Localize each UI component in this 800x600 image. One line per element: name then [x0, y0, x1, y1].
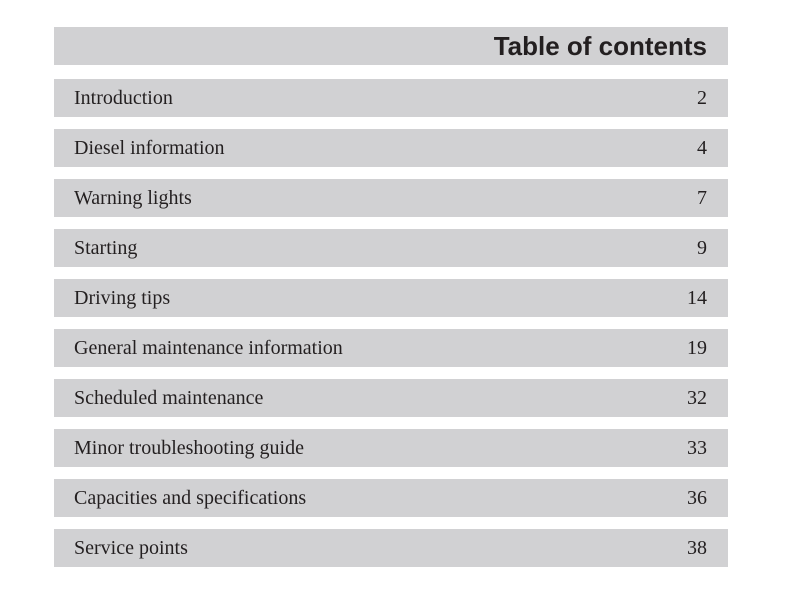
toc-entry-page-number: 36 [687, 487, 707, 509]
toc-entry-label: Driving tips [74, 287, 171, 309]
toc-header [54, 27, 728, 65]
toc-entry-warning-lights[interactable] [54, 179, 728, 217]
toc-entry-service-points[interactable] [54, 529, 728, 567]
toc-entry-general-maintenance-information[interactable] [54, 329, 728, 367]
toc-entry-page-number: 19 [687, 337, 707, 359]
toc-entry-capacities-and-specifications[interactable] [54, 479, 728, 517]
toc-entry-starting[interactable] [54, 229, 728, 267]
toc-entry-page-number: 14 [687, 287, 707, 309]
toc-entry-page-number: 4 [697, 137, 707, 159]
toc-entry-introduction[interactable] [54, 79, 728, 117]
toc-entry-page-number: 9 [697, 237, 707, 259]
toc-entry-label: Starting [74, 237, 138, 259]
toc-entry-diesel-information[interactable] [54, 129, 728, 167]
toc-entry-label: Introduction [74, 87, 173, 109]
toc-entry-label: Diesel information [74, 137, 225, 159]
toc-entry-page-number: 33 [687, 437, 707, 459]
toc-entry-label: General maintenance information [74, 337, 343, 359]
toc-entry-page-number: 7 [697, 187, 707, 209]
toc-entry-driving-tips[interactable] [54, 279, 728, 317]
toc-entry-label: Capacities and specifications [74, 487, 307, 509]
toc-entry-label: Scheduled maintenance [74, 387, 264, 409]
toc-entry-page-number: 2 [697, 87, 707, 109]
toc-entry-minor-troubleshooting-guide[interactable] [54, 429, 728, 467]
toc-title: Table of contents [493, 31, 707, 61]
toc-list [54, 79, 728, 579]
toc-entry-label: Warning lights [74, 187, 192, 209]
toc-entry-scheduled-maintenance[interactable] [54, 379, 728, 417]
toc-entry-label: Service points [74, 537, 188, 559]
toc-entry-page-number: 32 [687, 387, 707, 409]
toc-entry-label: Minor troubleshooting guide [74, 437, 304, 459]
toc-entry-page-number: 38 [687, 537, 707, 559]
